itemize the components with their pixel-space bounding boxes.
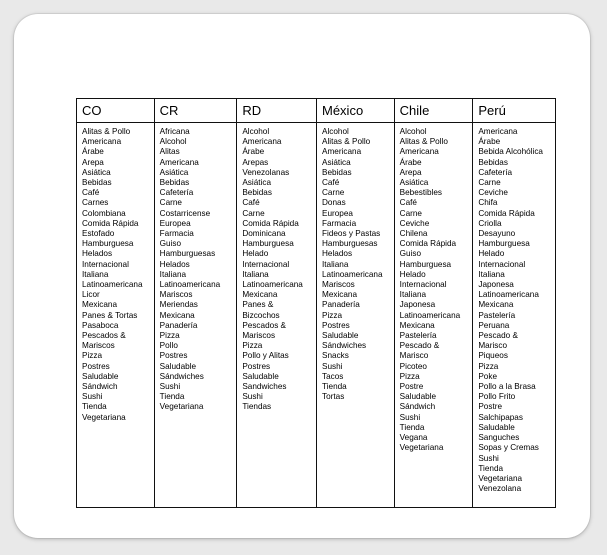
column-rd xyxy=(237,99,317,507)
category-item: Helado xyxy=(399,269,426,279)
category-item: Bebidas xyxy=(242,188,272,198)
category-item: Tacos xyxy=(322,371,344,381)
category-item: Asiática xyxy=(159,167,189,177)
category-item: Guiso xyxy=(159,239,182,249)
category-item: Alcohol xyxy=(159,137,187,147)
category-list xyxy=(317,123,394,402)
category-item: Panes & xyxy=(242,300,274,310)
category-item: Fideos y Pastas xyxy=(322,229,381,239)
category-item: Panadería xyxy=(159,320,198,330)
category-item: Alitas & Pollo xyxy=(399,137,448,147)
category-item: Vegetariana xyxy=(82,412,126,422)
category-item: Bizcochos xyxy=(242,310,280,320)
category-item: Internacional xyxy=(82,259,129,269)
category-item: Donas xyxy=(322,198,346,208)
category-item: Sushi xyxy=(242,392,263,402)
category-item: Café xyxy=(322,178,340,188)
category-item: Tienda xyxy=(478,463,504,473)
category-item: Poke xyxy=(478,371,498,381)
category-item: Bebidas xyxy=(478,157,508,167)
category-item: Sándwich xyxy=(82,382,118,392)
category-item: Postre xyxy=(478,402,503,412)
category-item: Tiendas xyxy=(242,402,272,412)
category-item: Cafetería xyxy=(478,167,513,177)
category-item: Vegetariana xyxy=(159,402,204,412)
category-item: Latinoamericana xyxy=(159,280,221,290)
category-item: Bebida Alcohólica xyxy=(478,147,543,157)
column-header: Chile xyxy=(395,99,473,123)
category-item: Pollo a la Brasa xyxy=(478,382,536,392)
category-item: Tienda xyxy=(82,402,107,412)
category-item: Saludable xyxy=(399,392,437,402)
category-item: Mariscos xyxy=(82,341,115,351)
category-item: Asiática xyxy=(82,167,111,177)
category-item: Marisco xyxy=(399,351,429,361)
category-item: Café xyxy=(82,188,100,198)
category-item: Vegetariana xyxy=(478,473,523,483)
category-item: Pollo Frito xyxy=(478,392,516,402)
category-item: Venezolanas xyxy=(242,167,290,177)
category-item: Pizza xyxy=(159,331,180,341)
category-item: Ceviche xyxy=(478,188,508,198)
category-item: Alcohol xyxy=(242,127,270,136)
category-item: Alitas xyxy=(159,147,180,157)
category-item: Italiana xyxy=(242,269,269,279)
category-item: Árabe xyxy=(478,137,501,147)
category-item: Venezolana xyxy=(478,484,522,494)
category-item: Licor xyxy=(82,290,100,300)
category-item: Chilena xyxy=(399,229,428,239)
category-item: Pescados & xyxy=(242,320,287,330)
category-item: Árabe xyxy=(399,157,422,167)
category-item: Pastelería xyxy=(478,310,516,320)
category-item: Mexicana xyxy=(322,290,358,300)
category-item: Italiana xyxy=(478,269,505,279)
category-item: Postres xyxy=(242,361,271,371)
category-item: Sandwiches xyxy=(242,382,287,392)
column-header: RD xyxy=(237,99,316,123)
category-list xyxy=(155,123,237,413)
category-item: Hamburguesas xyxy=(159,249,216,259)
category-item: Bebidas xyxy=(82,178,112,188)
category-item: Saludable xyxy=(322,331,359,341)
category-item: Japonesa xyxy=(399,300,436,310)
column-chile xyxy=(395,99,474,507)
category-item: Pescados & xyxy=(82,331,126,341)
category-item: Ceviche xyxy=(399,218,430,228)
category-item: Mexicana xyxy=(478,300,514,310)
category-item: Picoteo xyxy=(399,361,427,371)
category-item: Europea xyxy=(322,208,353,218)
category-list xyxy=(237,123,316,413)
category-item: Costarricense xyxy=(159,208,211,218)
category-item: Tienda xyxy=(159,392,185,402)
category-item: Italiana xyxy=(159,269,187,279)
category-item: Sushi xyxy=(322,361,343,371)
category-item: Alcohol xyxy=(399,127,427,136)
category-item: Peruana xyxy=(478,320,510,330)
category-item: Internacional xyxy=(242,259,290,269)
category-item: Americana xyxy=(159,157,199,167)
category-item: Asiática xyxy=(399,178,429,188)
category-item: Mariscos xyxy=(322,280,355,290)
category-item: Japonesa xyxy=(478,280,514,290)
column-cr xyxy=(155,99,238,507)
category-item: Snacks xyxy=(322,351,349,361)
category-item: Pizza xyxy=(478,361,499,371)
category-item: Helados xyxy=(82,249,113,259)
category-item: Latinoamericana xyxy=(478,290,539,300)
category-item: Hamburguesas xyxy=(322,239,378,249)
category-item: Arepas xyxy=(242,157,269,167)
category-item: Criolla xyxy=(478,218,502,228)
category-item: Helados xyxy=(322,249,353,259)
category-item: Meriendas xyxy=(159,300,198,310)
category-item: Sándwiches xyxy=(159,371,204,381)
category-item: Helado xyxy=(478,249,505,259)
category-item: Hamburguesa xyxy=(478,239,530,249)
category-item: Pescado & xyxy=(478,331,518,341)
category-item: Italiana xyxy=(399,290,427,300)
category-item: Farmacia xyxy=(159,229,194,239)
category-item: Comida Rápida xyxy=(478,208,535,218)
column-peru xyxy=(473,99,555,507)
category-item: Carne xyxy=(242,208,265,218)
category-item: Farmacia xyxy=(322,218,357,228)
category-item: Árabe xyxy=(242,147,265,157)
category-item: Sanguches xyxy=(478,433,520,443)
category-item: Europea xyxy=(159,218,191,228)
category-item: Hamburguesa xyxy=(82,239,134,249)
category-item: Pollo y Alitas xyxy=(242,351,289,361)
category-list xyxy=(473,123,555,494)
category-item: Asiática xyxy=(242,178,271,188)
category-item: Pescado & xyxy=(399,341,440,351)
category-item: Saludable xyxy=(478,422,515,432)
category-item: Pasaboca xyxy=(82,320,119,330)
column-header: CO xyxy=(77,99,154,123)
category-item: Carnes xyxy=(82,198,109,208)
category-item: Arepa xyxy=(399,167,422,177)
category-item: Africana xyxy=(159,127,190,136)
category-item: Carne xyxy=(159,198,182,208)
category-item: Latinoamericana xyxy=(399,310,461,320)
category-item: Alcohol xyxy=(322,127,349,136)
category-item: Café xyxy=(242,198,260,208)
category-item: Guiso xyxy=(399,249,422,259)
category-item: Árabe xyxy=(82,147,104,157)
category-item: Vegetariana xyxy=(399,443,444,453)
category-item: Mexicana xyxy=(242,290,278,300)
category-item: Pastelería xyxy=(399,331,437,341)
category-item: Comida Rápida xyxy=(242,218,299,228)
category-item: Comida Rápida xyxy=(399,239,457,249)
category-item: Americana xyxy=(478,127,518,136)
category-item: Helados xyxy=(159,259,190,269)
category-item: Estofado xyxy=(82,229,115,239)
column-header: México xyxy=(317,99,394,123)
category-item: Saludable xyxy=(159,361,197,371)
category-item: Salchipapas xyxy=(478,412,523,422)
category-item: Bebidas xyxy=(159,178,190,188)
category-item: Mariscos xyxy=(159,290,193,300)
category-item: Sushi xyxy=(478,453,499,463)
category-item: Americana xyxy=(322,147,362,157)
category-item: Hamburguesa xyxy=(399,259,452,269)
category-item: Carne xyxy=(478,178,501,188)
category-item: Italiana xyxy=(82,269,109,279)
category-item: Piqueos xyxy=(478,351,508,361)
category-item: Postres xyxy=(159,351,188,361)
category-item: Sándwich xyxy=(399,402,436,412)
category-item: Asiática xyxy=(322,157,351,167)
category-list xyxy=(77,123,154,423)
category-item: Café xyxy=(399,198,417,208)
category-item: Sopas y Cremas xyxy=(478,443,539,453)
category-item: Helado xyxy=(242,249,269,259)
column-header: Perú xyxy=(473,99,555,123)
category-item: Bebestibles xyxy=(399,188,443,198)
category-item: Pizza xyxy=(322,310,343,320)
category-item: Alitas & Pollo xyxy=(322,137,371,147)
category-item: Cafetería xyxy=(159,188,194,198)
category-item: Latinoamericana xyxy=(242,280,303,290)
category-item: Marisco xyxy=(478,341,508,351)
category-item: Tienda xyxy=(399,422,425,432)
category-item: Mexicana xyxy=(82,300,118,310)
cuisine-categories-table xyxy=(76,98,556,508)
category-item: Tienda xyxy=(322,382,347,392)
category-item: Latinoamericana xyxy=(322,269,383,279)
category-item: Colombiana xyxy=(82,208,126,218)
category-item: Alitas & Pollo xyxy=(82,127,131,136)
category-item: Internacional xyxy=(478,259,526,269)
category-item: Mariscos xyxy=(242,331,276,341)
category-item: Mexicana xyxy=(399,320,435,330)
category-item: Comida Rápida xyxy=(82,218,139,228)
category-item: Carne xyxy=(322,188,345,198)
category-item: Arepa xyxy=(82,157,104,167)
category-item: Carne xyxy=(399,208,422,218)
category-item: Panadería xyxy=(322,300,360,310)
category-item: Sushi xyxy=(82,392,103,402)
category-item: Pizza xyxy=(399,371,420,381)
category-item: Bebidas xyxy=(322,167,352,177)
category-item: Mexicana xyxy=(159,310,195,320)
category-item: Desayuno xyxy=(478,229,516,239)
category-item: Postre xyxy=(399,382,424,392)
category-item: Americana xyxy=(242,137,282,147)
category-item: Internacional xyxy=(399,280,447,290)
category-item: Latinoamericana xyxy=(82,280,143,290)
category-item: Tortas xyxy=(322,392,345,402)
category-item: Vegana xyxy=(399,433,428,443)
category-item: Pizza xyxy=(82,351,103,361)
category-item: Postres xyxy=(82,361,110,371)
column-mexico xyxy=(317,99,395,507)
category-item: Pizza xyxy=(242,341,263,351)
category-item: Pollo xyxy=(159,341,178,351)
column-header: CR xyxy=(155,99,237,123)
column-co xyxy=(77,99,155,507)
category-item: Saludable xyxy=(82,371,119,381)
category-item: Sushi xyxy=(159,382,181,392)
category-item: Chifa xyxy=(478,198,498,208)
category-item: Americana xyxy=(82,137,122,147)
category-item: Saludable xyxy=(242,371,279,381)
category-item: Italiana xyxy=(322,259,349,269)
category-item: Panes & Tortas xyxy=(82,310,138,320)
category-item: Sándwiches xyxy=(322,341,367,351)
category-item: Americana xyxy=(399,147,439,157)
category-list xyxy=(395,123,473,454)
document-card xyxy=(14,14,590,538)
category-item: Dominicana xyxy=(242,229,286,239)
category-item: Postres xyxy=(322,320,350,330)
category-item: Hamburguesa xyxy=(242,239,294,249)
category-item: Sushi xyxy=(399,412,421,422)
